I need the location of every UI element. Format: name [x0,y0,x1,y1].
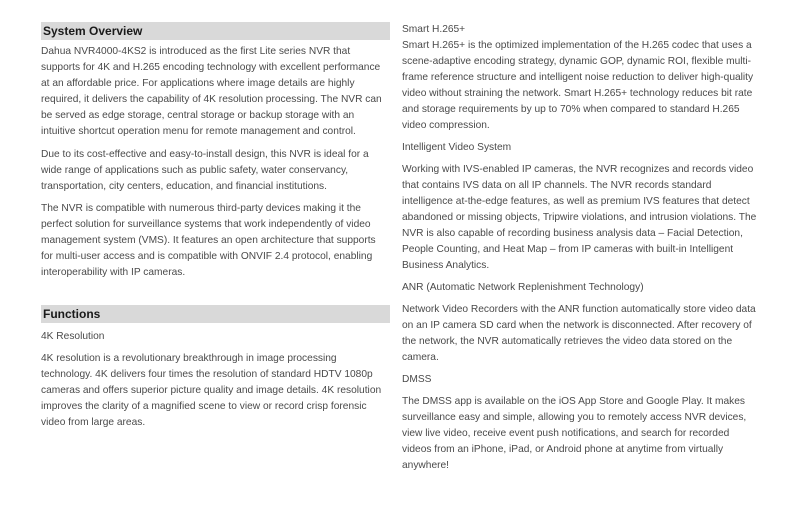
system-overview-heading: System Overview [41,22,390,40]
ivs-title: Intelligent Video System [402,142,512,153]
anr-paragraph: Network Video Recorders with the ANR function automatically store video data on an IP camera SD card when the network is disconnected. After recovery of the network, the NVR automatically retrieves the video data stored on the camera. [402,304,756,363]
4k-resolution-subheading: 4K Resolution [41,331,105,342]
overview-paragraph-1: Dahua NVR4000-4KS2 is introduced as the first Lite series NVR that supports for 4K and H.265 encoding technology with excellent performance at an affordable price. For applications where image details are highly required, it delivers the capability of 4K resolution processing. The NVR can be served as edge storage, central storage or backup storage with an intuitive shortcut operation menu for remote management and control. [41,46,382,137]
smart-h265-paragraph: Smart H.265+ is the optimized implementation of the H.265 codec that uses a scene-adaptive encoding strategy, dynamic GOP, dynamic ROI, flexible multi-frame reference structure and intelligent noise reduction to deliver high-quality video without straining the network. Smart H.265+ technology reduces bit rate and storage requirements by up to 70% when compared to standard H.265 video compression. [402,40,754,131]
dmss-title: DMSS [402,374,432,385]
overview-paragraph-3: The NVR is compatible with numerous third-party devices making it the perfect solution for surveillance systems that work independently of video management system (VMS). It features an open architecture that supports for multi-user access and is compatible with ONVIF 2.4 protocol, enabling interoperability with IP cameras. [41,203,376,278]
functions-heading: Functions [41,305,390,323]
ivs-paragraph: Working with IVS-enabled IP cameras, the NVR recognizes and records video that contains IVS data on all IP channels. The NVR records standard intelligence at-the-edge features, as well as premium IVS features that detect abandoned or missing objects, Tripwire violations, and intrusion violations. The NVR is also capable of recording business analysis data – Facial Detection, People Counting, and Heat Map – from IP cameras with built-in Intelligent Business Analytics. [402,164,757,271]
4k-resolution-paragraph: 4K resolution is a revolutionary breakthrough in image processing technology. 4K delivers four times the resolution of standard HDTV 1080p cameras and offers superior picture quality and image details. 4K resolution improves the clarity of a magnified scene to view or record crisp forensic video from large areas. [41,353,382,428]
dmss-paragraph: The DMSS app is available on the iOS App Store and Google Play. It makes surveillance easy and simple, allowing you to remotely access NVR devices, view live video, receive event push notifications, and search for recorded videos from an iPhone, iPad, or Android phone at anytime from virtually anywhere! [402,396,747,471]
right-column [402,0,758,474]
anr-title: ANR (Automatic Network Replenishment Technology) [402,282,644,293]
overview-paragraph-2: Due to its cost-effective and easy-to-install design, this NVR is ideal for a wide range of applications such as public safety, water conservancy, transportation, city centers, education, and financial institutions. [41,149,369,192]
smart-h265-title: Smart H.265+ [402,24,466,35]
left-column [41,0,390,431]
